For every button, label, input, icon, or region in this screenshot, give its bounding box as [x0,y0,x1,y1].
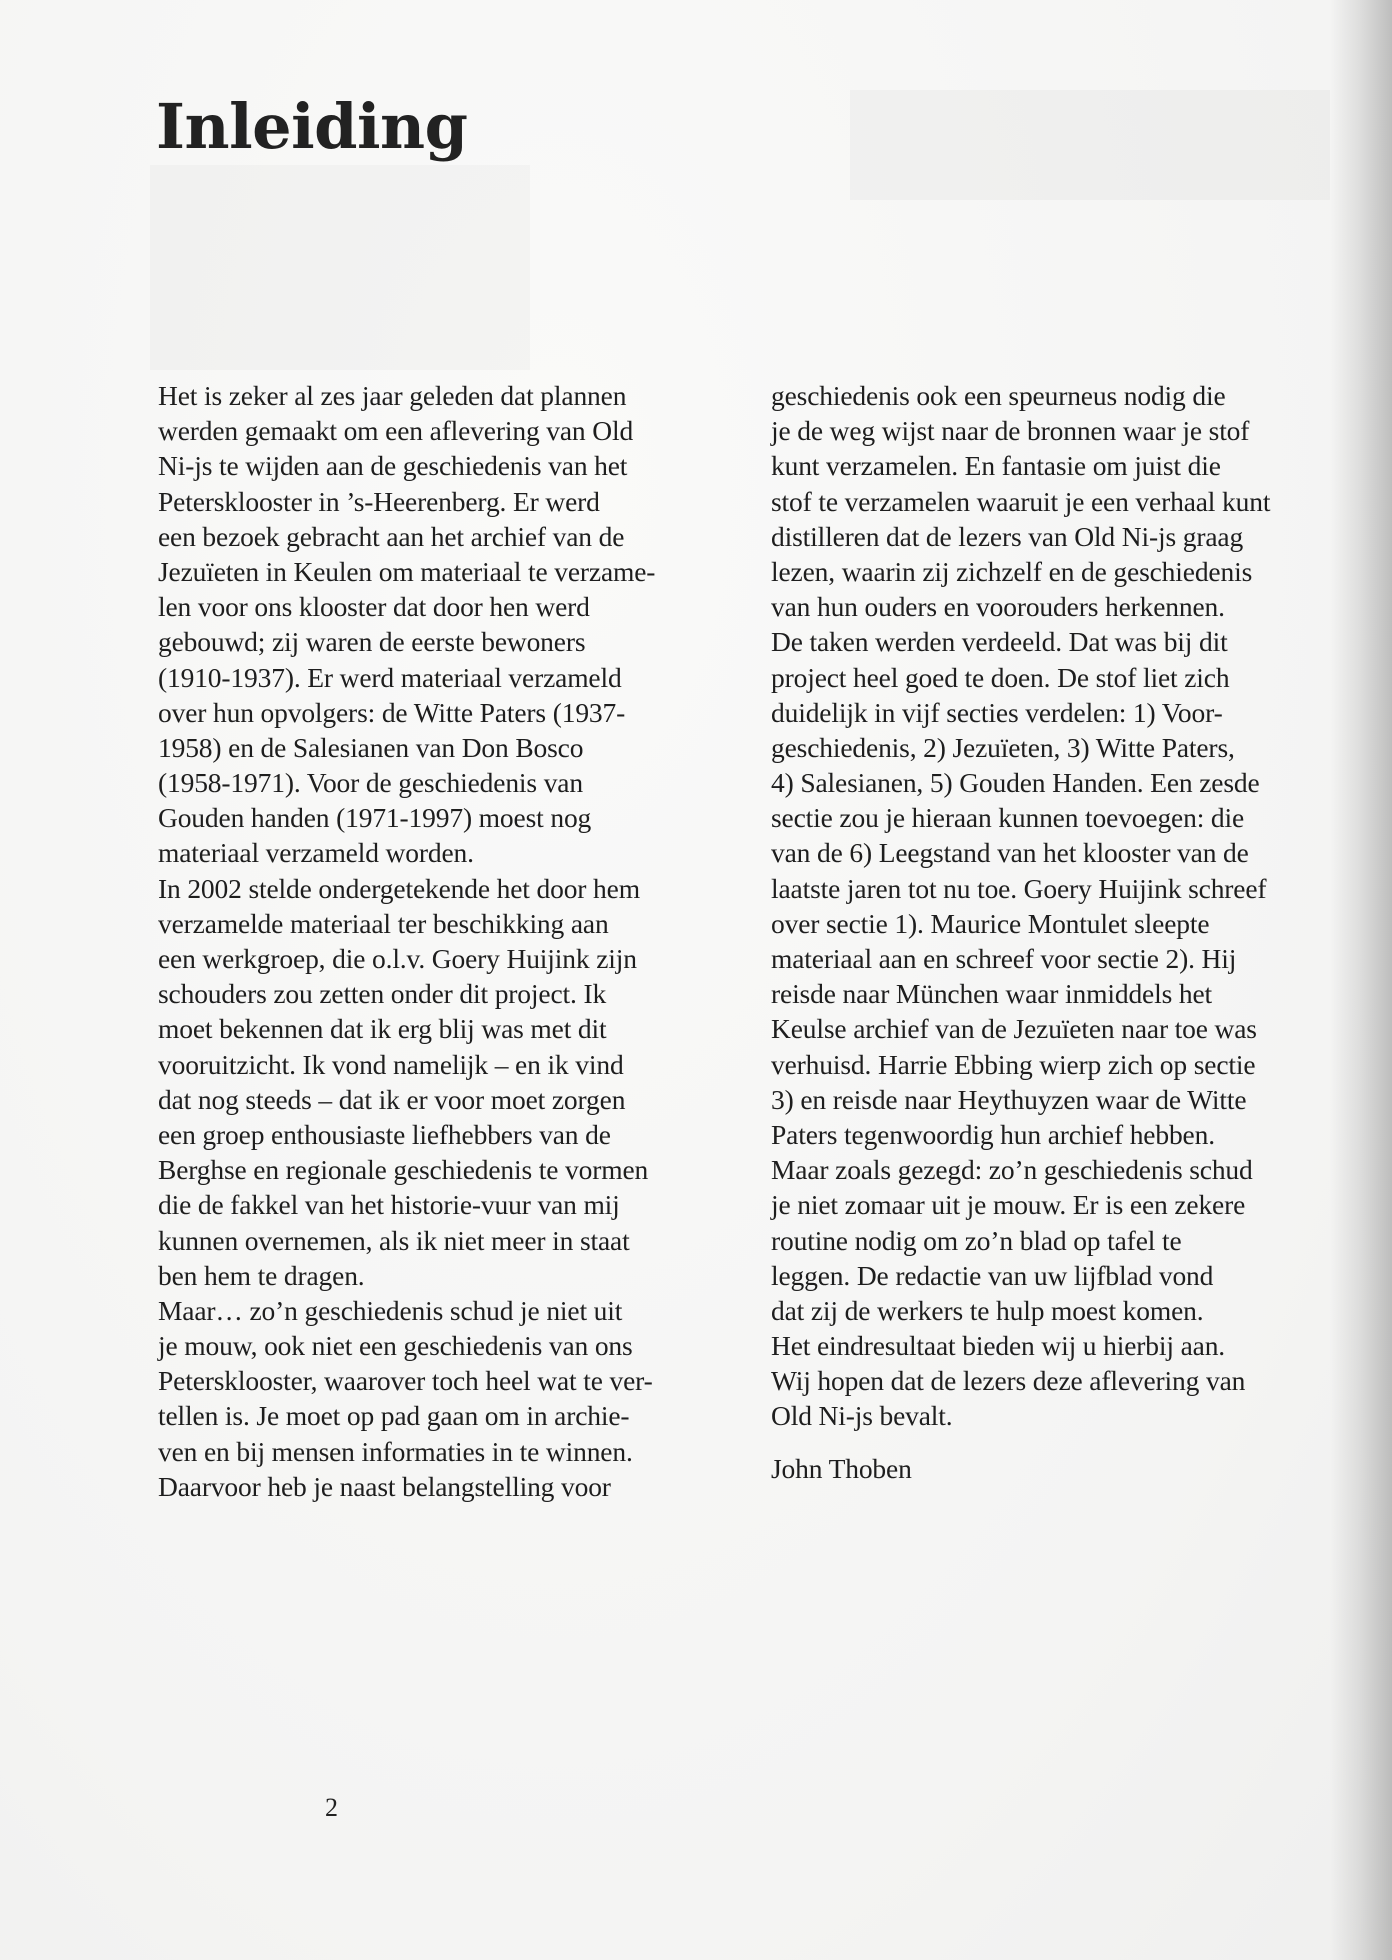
text-line: Maar zoals gezegd: zo’n geschiedenis schud [771,1154,1253,1186]
text-line: je niet zomaar uit je mouw. Er is een zekere [771,1189,1246,1221]
text-line: Wij hopen dat de lezers deze aflevering van [771,1365,1246,1397]
text-line: stof te verzamelen waaruit je een verhaal kunt [771,485,1271,517]
text-line: een groep enthousiaste liefhebbers van de [158,1118,611,1150]
text-line: Maar… zo’n geschiedenis schud je niet uit [158,1294,623,1326]
text-line: verzamelde materiaal ter beschikking aan [158,907,609,939]
text-line: (1958-1971). Voor de geschiedenis van [158,767,583,799]
text-line: Old Ni-js bevalt. [771,1400,953,1432]
text-line: dat zij de werkers te hulp moest komen. [771,1294,1204,1326]
text-line: moet bekennen dat ik erg blij was met dit [158,1013,607,1045]
text-line: De taken werden verdeeld. Dat was bij dit [771,626,1228,658]
text-line: Het eindresultaat bieden wij u hierbij aan. [771,1330,1226,1362]
text-line: reisde naar München waar inmiddels het [771,978,1213,1010]
text-line: je de weg wijst naar de bronnen waar je stof [771,415,1250,447]
text-line: geschiedenis, 2) Jezuïeten, 3) Witte Paters, [771,731,1235,763]
text-line: Gouden handen (1971-1997) moest nog [158,802,592,834]
text-line: Keulse archief van de Jezuïeten naar toe was [771,1013,1257,1045]
text-line: schouders zou zetten onder dit project. Ik [158,978,607,1010]
text-line: Paters tegenwoordig hun archief hebben. [771,1118,1215,1150]
text-line: project heel goed te doen. De stof liet zich [771,661,1230,693]
text-line: Berghse en regionale geschiedenis te vormen [158,1154,649,1186]
text-line: een werkgroep, die o.l.v. Goery Huijink zijn [158,943,637,974]
text-line: leggen. De redactie van uw lijfblad vond [771,1259,1214,1291]
text-line: lezen, waarin zij zichzelf en de geschiedenis [771,555,1253,587]
text-line: kunt verzamelen. En fantasie om juist die [771,450,1221,482]
text-line: van hun ouders en voorouders herkennen. [771,591,1225,623]
text-line: je mouw, ook niet een geschiedenis van ons [158,1330,633,1362]
text-line: vooruitzicht. Ik vond namelijk – en ik vind [158,1048,624,1080]
text-line: Het is zeker al zes jaar geleden dat plannen [158,380,627,411]
text-line: over sectie 1). Maurice Montulet sleepte [771,907,1210,939]
page-number: 2 [325,1793,338,1822]
text-line: kunnen overnemen, als ik niet meer in staat [158,1224,630,1256]
text-line: Petersklooster, waarover toch heel wat te ver- [158,1365,653,1397]
text-line: sectie zou je hieraan kunnen toevoegen: die [771,802,1245,834]
text-line: 1958) en de Salesianen van Don Bosco [158,731,584,763]
text-line: Daarvoor heb je naast belangstelling voor [158,1470,611,1502]
text-line: routine nodig om zo’n blad op tafel te [771,1224,1182,1256]
bleed-through-shadow [850,90,1330,200]
author-signature: John Thoben [771,1452,912,1484]
text-line: ben hem te dragen. [158,1259,365,1291]
text-line: Ni-js te wijden aan de geschiedenis van het [158,450,628,482]
text-line: gebouwd; zij waren de eerste bewoners [158,626,586,658]
text-line: 3) en reisde naar Heythuyzen waar de Witte [771,1083,1247,1115]
text-line: van de 6) Leegstand van het klooster van de [771,837,1249,869]
text-line: materiaal aan en schreef voor sectie 2). Hij [771,943,1237,974]
text-line: distilleren dat de lezers van Old Ni-js graag [771,520,1244,552]
text-line: geschiedenis ook een speurneus nodig die [771,380,1226,411]
text-line: tellen is. Je moet op pad gaan om in archie- [158,1400,630,1432]
text-line: een bezoek gebracht aan het archief van de [158,520,625,552]
left-text-column [158,378,718,1504]
text-line: (1910-1937). Er werd materiaal verzameld [158,661,622,693]
text-line: materiaal verzameld worden. [158,837,474,869]
text-line: laatste jaren tot nu toe. Goery Huijink schreef [771,872,1267,904]
text-line: die de fakkel van het historie-vuur van mij [158,1189,620,1221]
text-line: over hun opvolgers: de Witte Paters (1937- [158,696,626,728]
text-line: werden gemaakt om een aflevering van Old [158,415,634,447]
page-title: Inleiding [156,90,468,163]
text-line: dat nog steeds – dat ik er voor moet zorgen [158,1083,626,1115]
text-line: 4) Salesianen, 5) Gouden Handen. Een zesde [771,767,1260,799]
bleed-through-shadow [150,165,530,370]
text-line: Jezuïeten in Keulen om materiaal te verzame- [158,555,656,587]
text-line: len voor ons klooster dat door hen werd [158,591,590,623]
text-line: In 2002 stelde ondergetekende het door hem [158,872,640,904]
text-line: duidelijk in vijf secties verdelen: 1) Voor- [771,696,1223,728]
text-line: Petersklooster in ’s-Heerenberg. Er werd [158,485,600,517]
right-text-column [771,378,1361,1486]
text-line: verhuisd. Harrie Ebbing wierp zich op sectie [771,1048,1256,1080]
text-line: ven en bij mensen informaties in te winnen. [158,1435,633,1467]
